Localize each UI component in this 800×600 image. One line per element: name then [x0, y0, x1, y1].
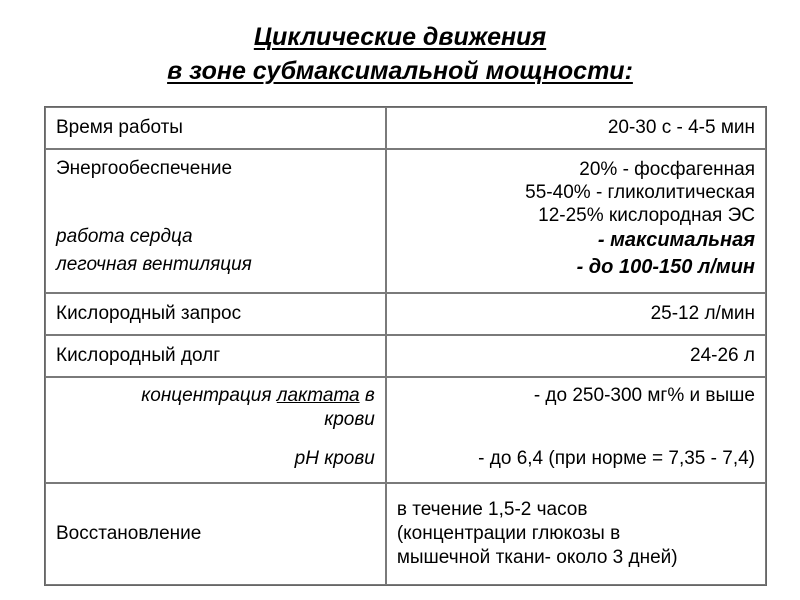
recovery-line-1: в течение 1,5-2 часов [396, 499, 588, 520]
ph-label: рН крови [294, 448, 375, 469]
work-time-value: 20-30 с - 4-5 мин [607, 117, 755, 138]
lactate-label [56, 384, 375, 408]
title-line-1: Циклические движения [253, 23, 547, 51]
page-title [0, 20, 800, 88]
recovery-line-2: (концентрации глюкозы в [396, 523, 621, 544]
work-time-label-cell [45, 107, 386, 149]
recovery-line-3: мышечной ткани- около 3 дней) [396, 547, 678, 568]
table-row [45, 483, 766, 585]
oxygen-request-value-cell [386, 293, 766, 335]
recovery-label: Восстановление [56, 523, 202, 544]
ventilation-value: - до 100-150 л/мин [576, 256, 755, 278]
heart-value: - максимальная [597, 229, 755, 251]
table-row [45, 107, 766, 149]
parameters-table [44, 106, 767, 586]
energy-label: Энергообеспечение [56, 158, 233, 179]
lactate-label-part2: лактата [276, 385, 360, 406]
oxygen-request-label: Кислородный запрос [56, 303, 242, 324]
oxygen-request-label-cell [45, 293, 386, 335]
recovery-label-cell [45, 483, 386, 585]
ph-value: - до 6,4 (при норме = 7,35 - 7,4) [478, 448, 755, 469]
work-time-label: Время работы [56, 117, 183, 138]
energy-value-2: 55-40% - гликолитическая [525, 182, 755, 203]
recovery-value-cell [386, 483, 766, 585]
energy-label-cell [45, 149, 386, 293]
lactate-label-cell [45, 377, 386, 483]
lactate-value: - до 250-300 мг% и выше [533, 385, 755, 406]
oxygen-debt-value: 24-26 л [690, 345, 755, 366]
oxygen-request-value: 25-12 л/мин [650, 303, 755, 324]
energy-value-3: 12-25% кислородная ЭС [538, 205, 755, 226]
table-row [45, 293, 766, 335]
lactate-label-part3: в [359, 385, 375, 406]
oxygen-debt-value-cell [386, 335, 766, 377]
title-line-2: в зоне субмаксимальной мощности: [167, 57, 633, 85]
ventilation-label: легочная вентиляция [56, 254, 252, 275]
oxygen-debt-label-cell [45, 335, 386, 377]
table-row [45, 377, 766, 483]
table-row [45, 335, 766, 377]
lactate-label-part1: концентрация [141, 385, 277, 406]
work-time-value-cell [386, 107, 766, 149]
heart-label: работа сердца [56, 226, 193, 247]
oxygen-debt-label: Кислородный долг [56, 345, 221, 366]
table-row [45, 149, 766, 293]
lactate-value-cell [386, 377, 766, 483]
energy-value-1: 20% - фосфагенная [579, 159, 755, 180]
lactate-label-line2: крови [324, 409, 375, 430]
energy-value-cell [386, 149, 766, 293]
